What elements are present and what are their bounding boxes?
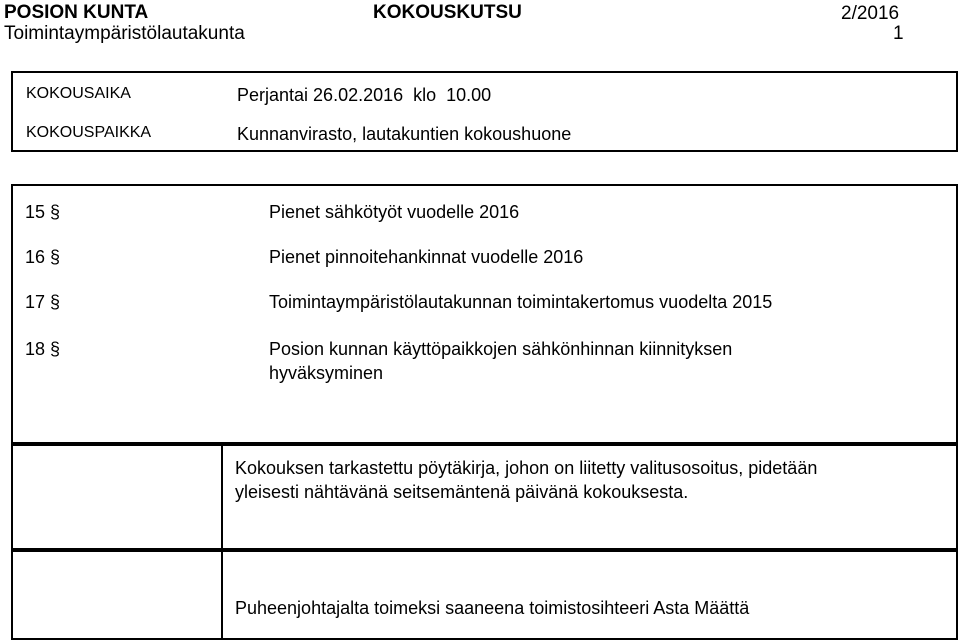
agenda-item-title: Pienet pinnoitehankinnat vuodelle 2016 bbox=[269, 247, 584, 267]
meeting-time-value: Perjantai 26.02.2016 klo 10.00 bbox=[237, 85, 492, 105]
signature-text: Puheenjohtajalta toimeksi saaneena toimistosihteeri Asta Määttä bbox=[235, 598, 750, 618]
notice-line-2: yleisesti nähtävänä seitsemäntenä päivänä kokouksesta. bbox=[235, 482, 689, 502]
agenda-item-number: 17 § bbox=[25, 292, 61, 312]
document-type: KOKOUSKUTSU bbox=[373, 2, 522, 23]
meeting-place-label: KOKOUSPAIKKA bbox=[26, 124, 152, 141]
section-sign: § bbox=[50, 339, 61, 359]
municipality-name: POSION KUNTA bbox=[4, 2, 149, 23]
meeting-time-label: KOKOUSAIKA bbox=[26, 85, 131, 102]
section-sign: § bbox=[50, 247, 61, 267]
section-sign: § bbox=[50, 202, 61, 222]
agenda-item-number: 18 § bbox=[25, 339, 61, 359]
agenda-item-title: Toimintaympäristölautakunnan toimintakertomus vuodelta 2015 bbox=[269, 292, 773, 312]
notice-box bbox=[11, 444, 958, 550]
agenda-item-number: 15 § bbox=[25, 202, 61, 222]
page-number: 1 bbox=[893, 23, 904, 44]
agenda-box bbox=[11, 184, 958, 444]
agenda-item-number: 16 § bbox=[25, 247, 61, 267]
agenda-item-title: Pienet sähkötyöt vuodelle 2016 bbox=[269, 202, 520, 222]
agenda-item-title: Posion kunnan käyttöpaikkojen sähkönhinnan kiinnityksen bbox=[269, 339, 733, 359]
meeting-info-box bbox=[11, 71, 958, 152]
document-number: 2/2016 bbox=[841, 3, 900, 24]
meeting-place-value: Kunnanvirasto, lautakuntien kokoushuone bbox=[237, 124, 572, 144]
agenda-item-title-continued: hyväksyminen bbox=[269, 363, 384, 383]
notice-divider bbox=[221, 446, 223, 550]
section-sign: § bbox=[50, 292, 61, 312]
committee-name: Toimintaympäristölautakunta bbox=[4, 23, 245, 44]
signature-box bbox=[11, 550, 958, 640]
signature-divider bbox=[221, 552, 223, 640]
notice-line-1: Kokouksen tarkastettu pöytäkirja, johon on liitetty valitusosoitus, pidetään bbox=[235, 458, 818, 478]
